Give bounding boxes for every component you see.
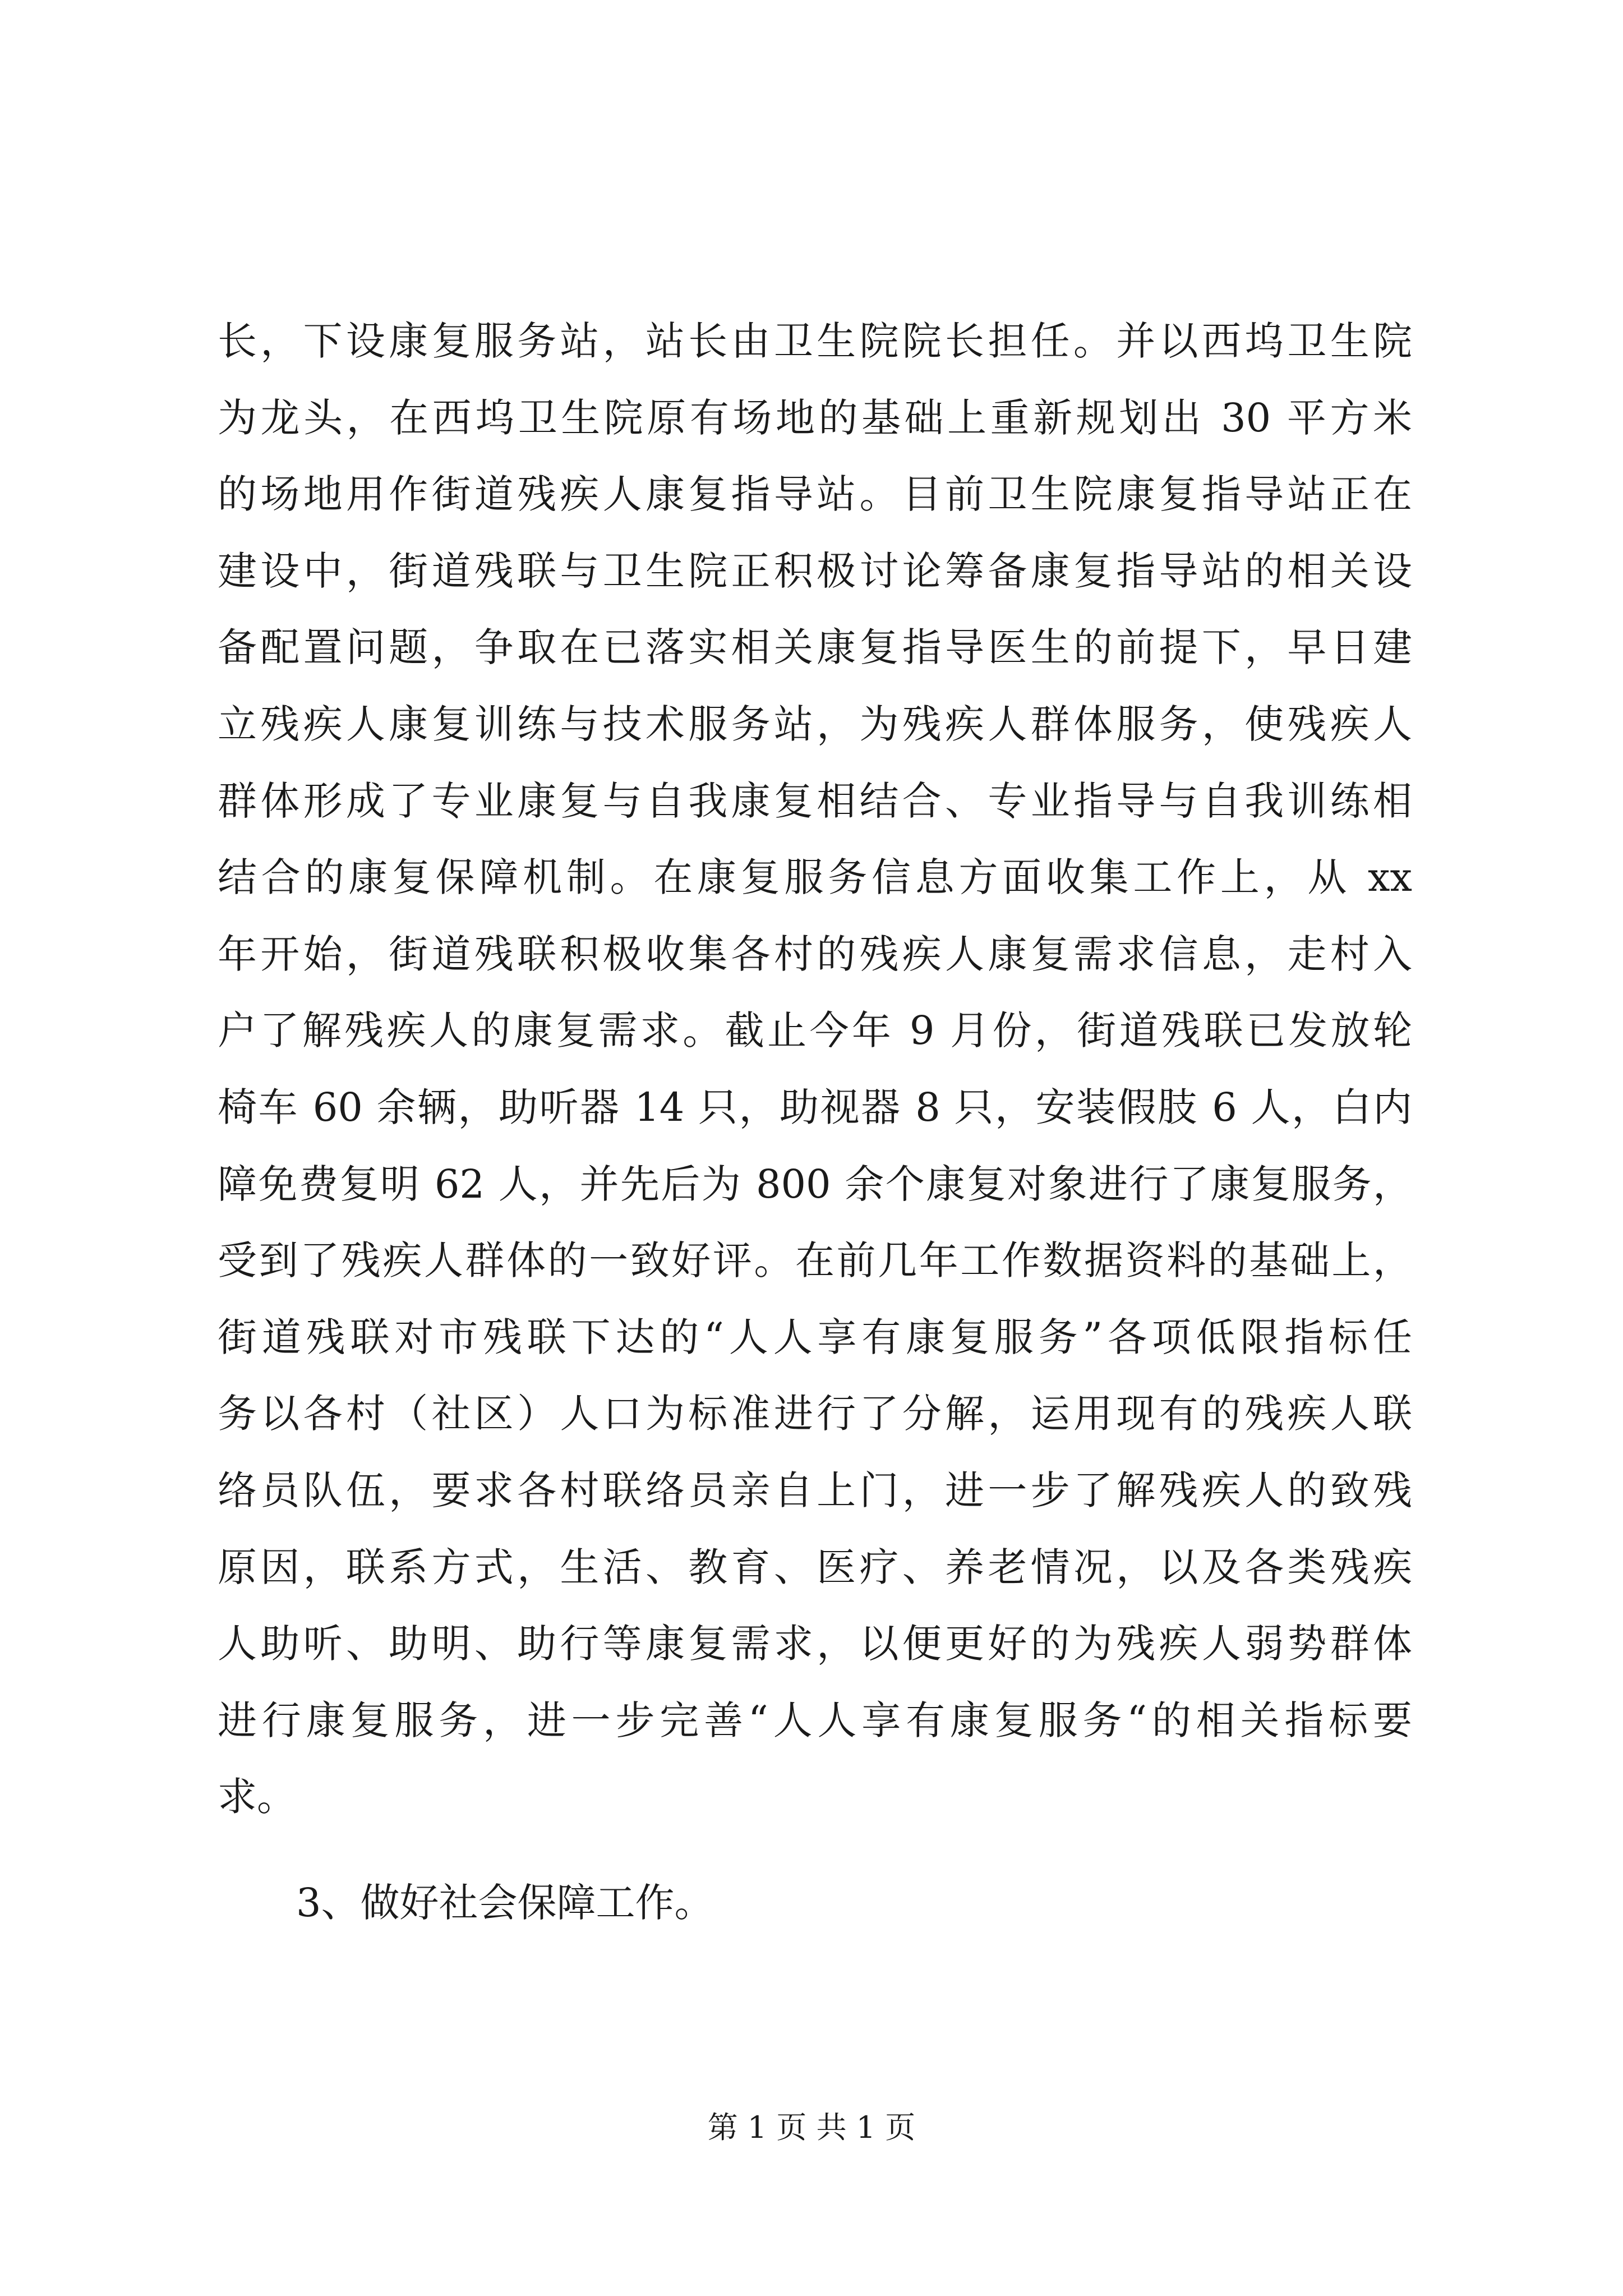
paragraph-line: 为龙头，在西坞卫生院原有场地的基础上重新规划出 30 平方米 (218, 394, 1412, 441)
paragraph-line: 求。 (218, 1774, 296, 1820)
body-text (218, 303, 1412, 1941)
page-number-label: 第 1 页 共 1 页 (707, 2110, 916, 2145)
paragraph-line: 络员队伍，要求各村联络员亲自上门，进一步了解残疾人的致残 (218, 1467, 1412, 1513)
paragraph-line: 立残疾人康复训练与技术服务站，为残疾人群体服务，使残疾人 (218, 701, 1412, 747)
paragraph-line: 结合的康复保障机制。在康复服务信息方面收集工作上，从 xx (218, 854, 1412, 901)
paragraph-line: 建设中，街道残联与卫生院正积极讨论筹备康复指导站的相关设 (218, 547, 1412, 594)
paragraph-line: 人助听、助明、助行等康复需求，以便更好的为残疾人弱势群体 (218, 1621, 1412, 1667)
section-heading: 3、做好社会保障工作。 (296, 1879, 714, 1926)
paragraph-line: 户了解残疾人的康复需求。截止今年 9 月份，街道残联已发放轮 (218, 1007, 1412, 1054)
paragraph-line: 椅车 60 余辆，助听器 14 只，助视器 8 只，安装假肢 6 人，白内 (218, 1084, 1412, 1130)
paragraph-line: 年开始，街道残联积极收集各村的残疾人康复需求信息，走村入 (218, 931, 1412, 977)
paragraph-line: 的场地用作街道残疾人康复指导站。目前卫生院康复指导站正在 (218, 471, 1412, 518)
paragraph-line: 街道残联对市残联下达的“人人享有康复服务”各项低限指标任 (218, 1314, 1412, 1360)
paragraph-line: 障免费复明 62 人，并先后为 800 余个康复对象进行了康复服务， (218, 1161, 1412, 1207)
paragraph-line: 务以各村（社区）人口为标准进行了分解，运用现有的残疾人联 (218, 1391, 1412, 1437)
paragraph-line: 进行康复服务，进一步完善“人人享有康复服务“的相关指标要 (218, 1697, 1412, 1743)
paragraph-line: 备配置问题，争取在已落实相关康复指导医生的前提下，早日建 (218, 624, 1412, 671)
paragraph-line: 受到了残疾人群体的一致好评。在前几年工作数据资料的基础上， (218, 1237, 1412, 1284)
paragraph-line: 长，下设康复服务站，站长由卫生院院长担任。并以西坞卫生院 (218, 318, 1412, 364)
paragraph-line: 群体形成了专业康复与自我康复相结合、专业指导与自我训练相 (218, 777, 1412, 824)
paragraph-line: 原因，联系方式，生活、教育、医疗、养老情况，以及各类残疾 (218, 1544, 1412, 1590)
page-footer (0, 2104, 1623, 2147)
